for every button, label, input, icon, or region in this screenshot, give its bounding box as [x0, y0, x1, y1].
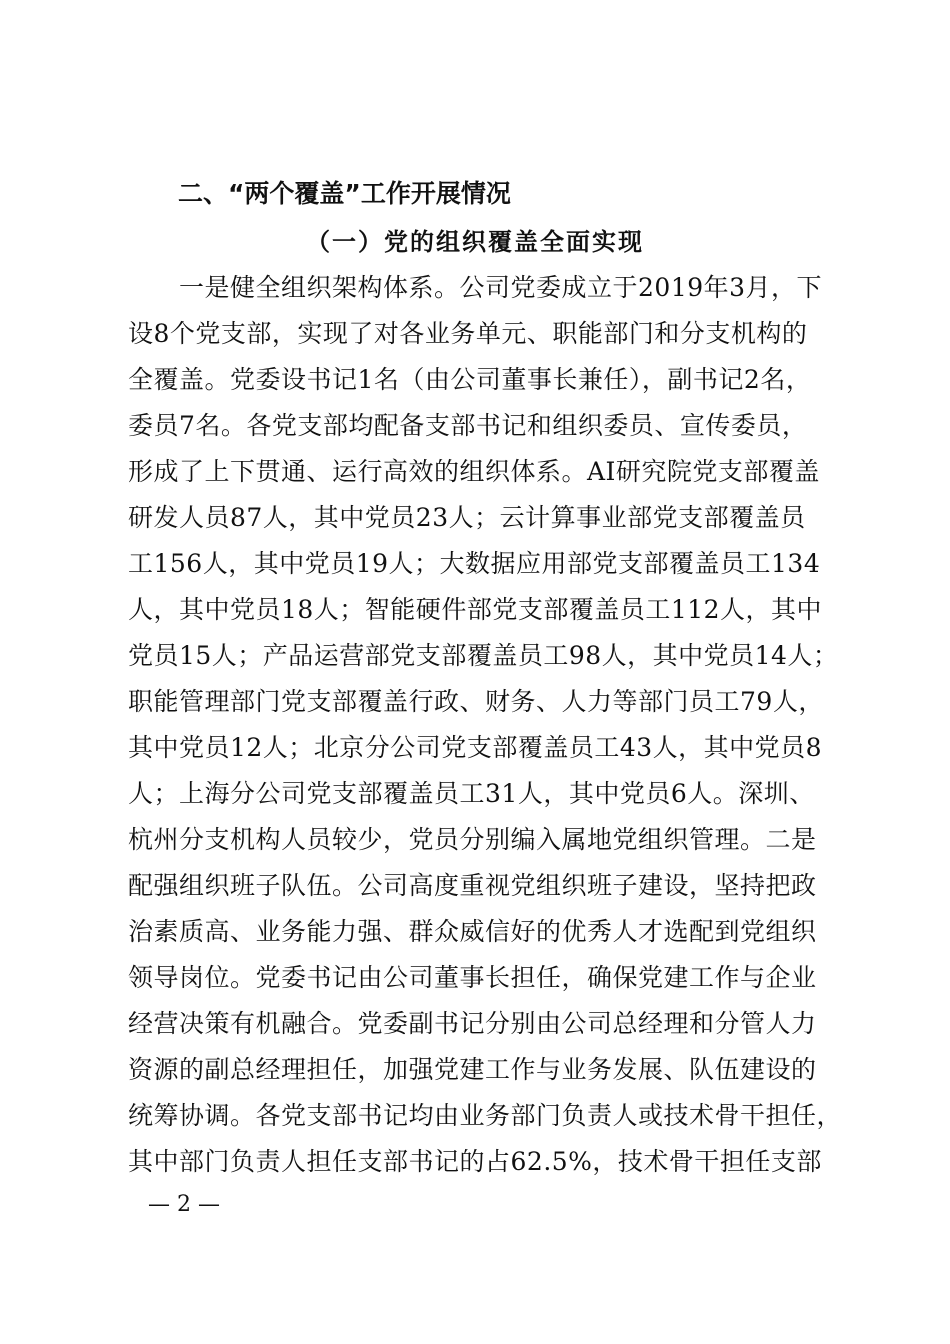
text-line: 全覆盖。党委设书记1名（由公司董事长兼任），副书记2名，	[128, 365, 812, 394]
text-line: 其中党员12人；北京分公司党支部覆盖员工43人，其中党员8	[128, 733, 823, 762]
text-line: 人，其中党员18人；智能硬件部党支部覆盖员工112人，其中	[128, 595, 823, 624]
text-line: 治素质高、业务能力强、群众威信好的优秀人才选配到党组织	[128, 917, 817, 946]
text-line: 工156人，其中党员19人；大数据应用部党支部覆盖员工134	[128, 549, 821, 578]
text-line: 形成了上下贯通、运行高效的组织体系。AI研究院党支部覆盖	[128, 457, 820, 486]
page-number: — 2 —	[148, 1192, 220, 1217]
section-heading: 二、“两个覆盖”工作开展情况	[178, 179, 511, 208]
text-line: 一是健全组织架构体系。公司党委成立于2019年3月，下	[128, 273, 823, 302]
text-line: 委员7名。各党支部均配备支部书记和组织委员、宣传委员，	[128, 411, 808, 440]
text-line: 党员15人；产品运营部党支部覆盖员工98人，其中党员14人；	[128, 641, 839, 670]
text-line: 统筹协调。各党支部书记均由业务部门负责人或技术骨干担任，	[128, 1101, 843, 1130]
text-line: 职能管理部门党支部覆盖行政、财务、人力等部门员工79人，	[128, 687, 824, 716]
text-line: 设8个党支部，实现了对各业务单元、职能部门和分支机构的	[128, 319, 808, 348]
text-line: 研发人员87人，其中党员23人；云计算事业部党支部覆盖员	[128, 503, 806, 532]
text-line: 配强组织班子队伍。公司高度重视党组织班子建设，坚持把政	[128, 871, 817, 900]
text-line: 其中部门负责人担任支部书记的占62.5%，技术骨干担任支部	[128, 1147, 822, 1176]
text-line: 资源的副总经理担任，加强党建工作与业务发展、队伍建设的	[128, 1055, 817, 1084]
text-line: 杭州分支机构人员较少，党员分别编入属地党组织管理。二是	[128, 825, 817, 854]
text-line: 领导岗位。党委书记由公司董事长担任，确保党建工作与企业	[128, 963, 817, 992]
text-line: 人；上海分公司党支部覆盖员工31人，其中党员6人。深圳、	[128, 779, 815, 808]
text-line: 经营决策有机融合。党委副书记分别由公司总经理和分管人力	[128, 1009, 817, 1038]
subsection-heading: （一）党的组织覆盖全面实现	[306, 227, 644, 256]
